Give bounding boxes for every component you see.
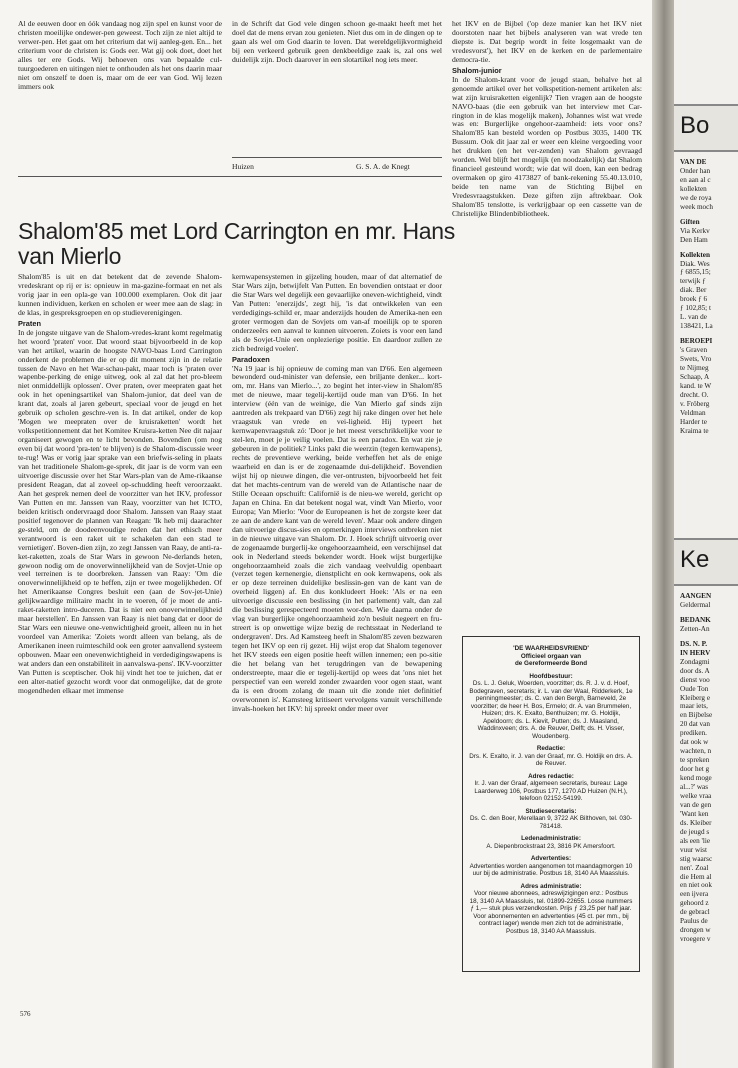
right-text-line: 138421, La: [680, 322, 713, 331]
right-text-line: dienst voo: [680, 675, 710, 684]
right-text-line: dat ook w: [680, 738, 709, 747]
previous-article-text-1: Al de eeuwen door en óók vandaag nog zijn spel en kunst voor de christen moeilijke ondewer-pen geweest. Toch zijn ze niet altijd te verwer-pen. Het gaat om het criterium dat wij aanleg-gen. En... het criterium voor de christen is: Gods eer. Wat gij ook doet, doet het alles ter ere Gods. Wij behoeven ons van bepaalde cul-tuurgoederen en uitingen niet te onthouden als het ons daarin maar niet om onszelf te doen is, maar om de eer van God. Wij lezen immers ook: [18, 20, 222, 91]
right-text-line: Geldermal: [680, 600, 711, 609]
page-number: 576: [20, 1010, 31, 1018]
right-text-line: Diak. Wes: [680, 259, 710, 268]
right-text-line: Zondagmi: [680, 657, 710, 666]
right-text-line: Veldman: [680, 408, 706, 417]
right-text-line: Onder han: [680, 166, 711, 175]
right-text-line: Oude Ton: [680, 684, 709, 693]
colophon-studiesecretaris: Ds. C. den Boer, Merellaan 9, 3722 AK Bilthoven, tel. 030-781418.: [469, 815, 633, 830]
right-text-line: Kleiberg e: [680, 693, 711, 702]
subheading-shalom-junior: Shalom-junior: [452, 65, 502, 75]
article-paradoxen-text: 'Na 19 jaar is hij opnieuw de coming man van D'66. Een algemeen bewonderd oud-minister van defensie, een briljante denker... kort-om, mr. Hans van Mierlo...', zo begint het inter-view in Shalom'85 met de nieuwe, maar tegelij-kertijd oude man van D'66. In het interview (één van de weinige, die Van Mierlo gaf sinds zijn aantreden als trekpaard van D'66) zegt hij rake dingen over het hele vraagstuk van vrede en vei-ligheid. Hij typeert het kernwapenvraagstuk zó: 'Door je het meest verschrikkelijke voor te stel-len, moet je je veilig voelen. Dat is een paradox. En wat zie je gebeuren in de politiek? Links pakt die weerzin (tegen kernwapens), rechts de preventieve werking, beide verheffen het als de enige waarheid en dan is er de zogenaamde dui-delijkheid'. Bovendien wijst hij op nieuwe dingen, die ver-ontrusten, bijvoorbeeld het feit dat het machts-centrum van de wereld van de Atlantische naar de Stille Oceaan opschuift: Californië is de nieu-we wereld, gericht op Japan en China. En dat betekent nogal wat, vindt Van Mierlo, voor Europa; Van Mierlo: 'Voor de Europeanen is het de zorgste keer dat ze aan de andere kant van de wereld leven'. Maar ook andere dingen dan uitvoerige discus-sies en opmerkingen interviews ontbreken niet in de nieuwe uitgave van Shalom. Dr. J. Hoek schrijft uitvoerig over de zogenaamde burgerlij-ke ongehoorzaamheid, een verschijnsel dat ook in Nederland steeds bekender wordt. Hoek wijst burgerlijke ongehoorzaamheid zoals die zich vandaag veelvuldig openbaart (verzet tegen kernenergie, dienstplicht en ook kernwapens, ook als er op deze terreinen duidelijke beslissin-gen van de kant van de overheid liggen) af. En dus konkludeert Hoek: 'Als er na een uitvoerige discussie een beslissing (in het parlement) valt, dan zal die beslissing gerespecteerd moeten wor-den. Wie daarna onder de vlag van burgerlijke ongehoorzaamheid zo'n besluit negeert en fru-streert is op onwettige wijze bezig de rechtsstaat in Nederland te ondergraven'. Drs. Ad Kamsteeg heeft in Shalom'85 zeven bezwaren tegen het IKV op een rij gezet. Hij wijst erop dat Shalom tegenover het IKV steeds een eigen positie heeft willen innemen; een po-sitie die het belang van het terugdringen van de bewapening onderstreepte, maar die er tegelij-kertijd op wees dat 'ons niet het perspectief van een wereld zonder zwaarden voor ogen staat, want da is een droom zolang de maan uit die zonde niet definitief overwonnen is'. Kamsteeg kritiseert vervolgens vanuit verschillende invals-hoeken het IKV: hij spreekt onder meer over: [232, 363, 442, 713]
right-label-kollekten: Kollekten: [680, 250, 710, 259]
right-text-line: nen'. Zoal: [680, 863, 709, 872]
colophon-subtitle-2: de Gereformeerde Bond: [514, 660, 588, 667]
signature-rule: [232, 157, 442, 158]
right-text-line: die Hem al: [680, 872, 712, 881]
right-text-line: prediken.: [680, 729, 707, 738]
right-text-line: 'Want ken: [680, 809, 709, 818]
book-gutter: [652, 0, 674, 1068]
colophon-box: [462, 636, 640, 972]
right-text-line: 20 dat van: [680, 720, 710, 729]
article-headline: Shalom'85 met Lord Carrington en mr. Hans van Mierlo: [18, 218, 455, 269]
colophon-heading-redactie: Redactie:: [536, 745, 566, 752]
subheading-praten: Praten: [18, 318, 42, 328]
right-text-line: Schaap, A: [680, 372, 710, 381]
right-text-line: kollekten: [680, 184, 707, 193]
right-text-line: v. Fröberg: [680, 399, 710, 408]
article-column-1: [18, 273, 222, 1001]
right-text-line: terwijk ƒ: [680, 277, 706, 286]
colophon-title: 'DE WAARHEIDSVRIEND': [513, 645, 589, 652]
right-heading-1: Bo: [680, 112, 710, 139]
colophon-ledenadministratie: A. Diepenbrockstraat 23, 3816 PK Amersfoort.: [486, 842, 616, 850]
right-text-line: ƒ 6855,15;: [680, 268, 711, 277]
signature-place: Huizen: [232, 162, 254, 171]
right-text-line: een ijvera: [680, 890, 709, 899]
right-text-line: vroegere v: [680, 935, 711, 944]
right-text-line: drongen w: [680, 926, 711, 935]
colophon-adres: Ir. J. van der Graaf, algemeen secretaris, bureau: Lage Laarderweg 106, Postbus 177, 1270 AD Huizen (N.H.), telefoon 02152-54199.: [474, 780, 628, 802]
right-text-line: diak. Ber: [680, 286, 707, 295]
colophon-heading-bestuur: Hoofdbestuur:: [529, 672, 573, 680]
right-text-line: BEDANK: [680, 615, 711, 624]
right-text-line: AANGEN: [680, 592, 712, 600]
section-divider: [18, 176, 442, 177]
colophon-heading-ledenadministratie: Ledenadministratie:: [521, 835, 581, 842]
signature-author: G. S. A. de Knegt: [356, 162, 410, 171]
colophon-heading-advertenties: Advertenties:: [530, 855, 572, 862]
previous-article-column-1: [18, 20, 222, 165]
colophon-heading-administratie: Adres administratie:: [520, 882, 582, 890]
right-text-line: we de roya: [680, 193, 712, 202]
right-text-line: vuur wist: [680, 845, 707, 854]
article-column-2-text: kernwapensystemen in gijzeling houden, maar of dat alternatief de Star Wars zijn, betwijfelt Van Putten. En bovendien ontstaat er door die Star Wars wel degelijk een gevaarlijke oneven-wichtigheid, vindt Van Putten: 'enerzijds', zegt hij, 'is dat ontwikkelen van een verdedigings-schild er, maar anderzijds houden de Amerika-nen een groter vermogen dan de Sovjets om van-af moeilijk op te sporen onderzeeërs een aanval te kunnen uitvoeren. Zoiets is voor een land als de Sovjet-Unie een onplezierige positie. En daardoor zullen ze zich bedreigd voelen'.: [232, 273, 442, 353]
right-text-line: ds. Kleiber: [680, 818, 712, 827]
right-text-line: 's Graven: [680, 346, 708, 355]
right-text-line: week moch: [680, 202, 713, 211]
right-text-line: als een 'lie: [680, 836, 711, 845]
previous-article-column-3: [452, 20, 642, 380]
colophon-bestuur: Ds. L. J. Geluk, Woerden, voorzitter; ds. R. J. v. d. Hoef, Bodegraven, secretaris; ir. L. van der Waal, Ridderkerk, 1e penningmeester; ds. C. van den Bergh, Barneveld, 2e voorzitter; de heer H. Bos, Ermelo; dr. A. van Brummelen, Huizen; drs. K. Exalto, Benthuizen; mr. G. Holdijk, Apeldoorn; ds. L. Kievit, Putten; ds. J. Maasland, Waddinxveen; drs. A. de Reuver, Delft; ds. H. Visser, Woudenberg.: [469, 680, 633, 740]
subheading-paradoxen: Paradoxen: [232, 354, 270, 364]
right-text-line: Via Kerkv: [680, 226, 710, 235]
right-text-line: te Nijmeg: [680, 363, 709, 372]
right-text-line: broek ƒ 6: [680, 295, 708, 304]
colophon-heading-adres: Adres redactie:: [528, 772, 574, 780]
right-text-line: stig waarsc: [680, 854, 713, 863]
right-text-line: maar iets,: [680, 702, 708, 711]
colophon-advertenties: Advertenties worden aangenomen tot maandagmorgen 10 uur bij de administratie. Postbus 18, 3140 AA Maassluis.: [469, 862, 633, 877]
right-text-line: Harder te: [680, 417, 707, 426]
colophon-redactie: Drs. K. Exalto, ir. J. van der Graaf, mr. G. Holdijk en drs. A. de Reuver.: [469, 752, 633, 767]
article-praten-text: In de jongste uitgave van de Shalom-vredes-krant komt regelmatig het woord 'praten' voor. Dat woord staat bijvoorbeeld in de kop van het artikel, waarin de hoogste NAVO-baas Lord Carrington onderkent de problemen die er op dit moment zijn in de relatie tussen de Navo en het War-schau-pakt, maar toch is 'praten over wapenbe-perking de enige uitweg, ook al zal dat het pro-bleem niet onmiddellijk oplossen'. Over praten, over meepraten gaat het ook in het openingsartikel van Shalom-junior, dat deel van de krant dat, zoals al jaren gebeurt, speciaal voor de jeugd en het gebruik op scholen geschre-ven is. In dat artikel, onder de kop 'Mogen we meepraten over de kruisraketten' wordt het volkspetitionnement dat het Komitee Kruisra-ketten Nee dit najaar organiseert gewogen en te licht bevonden. Bovendien (om nog even bij dat woord 'pra-ten' te blijven) is de Shalom-discussie weer te-rug! Was er vorig jaar sprake van een briefwis-seling in plaats van het traditionele Shalom-ge-sprek, dit jaar is de vorm van een uitvoerige discussie over het Star Wars-plan van de Ame-rikaanse president Reagan, dat al zoveel op-schudding heeft veroorzaakt. Aan het gesprek nemen deel de voorzitter van het IKV, professor Van Putten en mr. Janssen van Raay, voorzitter van het ICTO, beiden kritisch ondervraagd door Shalom. Janssen van Raay staat positief tegenover de plannen van Reagan: 'Ik heb mij daarachter ge-steld, om de doodeenvoudige reden dat het ethisch meer verantwoord is een raket uit te schakelen dan een stad te vernietigen'. Boven-dien zijn, zo zegt Janssen van Raay, de anti-ra-ket-raketten, zoals de Star Wars in gewoon Ne-derlands heten, gewoon nodig om de onoverwinnelijkheid van de Sovjet-Unie op veel terreinen is te doorbreken. Janssen van Raay: 'Om die onoverwinnelijkheid op te heffen, zijn er twee mogelijkheden. Of het Amerikaanse Congres besluit een (aan de Sov-jet-Unie) gelijkwaardige militaire macht in te voeren, óf je moet de anti-raket-raketten intro-duceren. Dat is niet een onoverwinnelijkheid maar herstellen'. En Janssen van Raay is niet bang dat er door de Star Wars een nieuwe one-venwichtigheid groeit, alleen nu in het voordeel van Amerika: 'Zoiets wordt alleen van belang, als de Amerikanen ineen ruimteschild ook een groter aanvallend systeem opbouwen. Maar een onevenwichtigheid in verdedigingswapens is wat anders dan een onstabiliteit in aanvalswa-pens'. IKV-voorzitter Van Putten is sceptischer. Ook hij vindt het toe te juichen, dat er een alter-natief gezocht wordt voor dat onmogelijke, dat de grote mogendheden elkaar met immense: [18, 327, 222, 695]
shalom-junior-text: In de Shalom-krant voor de jeugd staan, behalve het al genoemde artikel over het volkspetition-nement artikelen als: wat zijn kruisraketten eigenlijk? Tien vragen aan de hoogste NAVO-baas (die een gebruik van het interview met Car-rington in de klas mogelijk maken), Johannes wist wat vrede was en: Burgerlijke ongehoor-zaamheid: iets voor ons? Shalom'85 kan besteld worden op Postbus 3035, 1400 TK Bussum. Ook dit jaar zal er weer een kleine vergoeding voor het drukken (en het ver-zenden) van Shalom gevraagd worden. Wel blijft het mogelijk (en noodzakelijk) dat Shalom financieel gesteund wordt; wie dat wil doen, kan een bedrag overmaken op giro 4173827 of bank-rekening 55.40.13.010, beide ten name van de Stichting Bijbel en Vredesvraagstukken. Deze giften zijn aftrekbaar. Ook Shalom'85 tenslotte, is verkrijgbaar op een cassette van de Christelijke Blindenbibliotheek.: [452, 74, 642, 219]
right-text-line: Kraima te: [680, 426, 709, 435]
right-text-line: wachten, n: [680, 747, 712, 756]
right-text-line: en Bijbelse: [680, 711, 713, 720]
right-text-line: DS. N. P.: [680, 639, 708, 648]
right-text-line: al...?' was: [680, 783, 709, 791]
right-text-line: Paulus de: [680, 917, 708, 926]
right-text-line: de gebracl: [680, 908, 710, 917]
right-text-line: ƒ 102,85; t: [680, 304, 711, 313]
right-text-line: en niet ook: [680, 881, 712, 890]
right-label-giften: Giften: [680, 217, 700, 226]
right-text-line: Den Ham: [680, 235, 708, 244]
previous-article-column-2: [232, 20, 442, 155]
right-text-line: kand. te W: [680, 381, 712, 390]
right-text-line: van de gen: [680, 800, 712, 809]
right-text-line: L. van de: [680, 313, 707, 322]
article-column-2: [232, 273, 442, 1001]
right-text-line: door ds. A: [680, 666, 710, 675]
right-text-line: Zetten-An: [680, 624, 710, 633]
right-text-line: VAN DE: [680, 158, 707, 166]
previous-article-text-3: het IKV en de Bijbel ('op deze manier kan het IKV niet doorstoten naar het bijbels analyseren van wat vrede ten diepste is. Dat begrip wordt in feite losgemaakt van de vredesvorst'), het IKV en de kerken en de parlementaire democra-tie.: [452, 20, 642, 64]
previous-article-text-2: in de Schrift dat God vele dingen schoon ge-maakt heeft met het doel dat de mens ervan zou genieten. Niet dus om in de dingen op te gaan als wel om God daarin te loven. Dat wereldgelijkvormigheid bij een verkeerd gebruik geen denkbeeldige zaak is, zal ons wel duidelijk zijn. Doch daarover in een slotartikel nog iets meer.: [232, 20, 442, 64]
right-text-line: te spreken: [680, 756, 710, 765]
colophon-subtitle-1: Officieel orgaan van: [520, 652, 582, 660]
right-text-line: door het g: [680, 765, 710, 774]
right-heading-2: Ke: [680, 546, 710, 573]
right-text-line: gehoord z: [680, 899, 709, 908]
right-text-line: IN HERV: [680, 648, 711, 657]
right-label-beroep: BEROEPI: [680, 337, 713, 346]
colophon-administratie: Voor nieuwe abonnees, adreswijzigingen enz.: Postbus 18, 3140 AA Maassluis, tel. 01899-22655. Losse nummers ƒ 1,— stuk plus verzendkosten. Prijs ƒ 23,25 per half jaar. Voor abonnementen en advertenties (45 ct. per mm., bij contract lager) wende men zich tot de administratie, Postbus 18, 3140 AA Maassluis.: [469, 890, 633, 935]
right-text-line: welke vraa: [680, 791, 712, 800]
right-text-line: de jeugd s: [680, 827, 710, 836]
article-intro: Shalom'85 is uit en dat betekent dat de zevende Shalom-vredeskrant op rij er is: opnieuw in ma-gazine-formaat en net als vorig jaar in een opla-ge van 100.000 exemplaren. Ook dit jaar kunnen individuen, kerken en scholen er weer mee aan de slag: in de klas, in gespreksgroepen en op studieverenigingen.: [18, 273, 222, 317]
right-page-fragment: [674, 0, 738, 1068]
right-text-line: drecht. O.: [680, 390, 709, 399]
right-text-line: kend moge: [680, 774, 712, 783]
right-text-line: en aan al c: [680, 175, 711, 184]
colophon-heading-studiesecretaris: Studiesecretaris:: [525, 807, 577, 815]
right-text-line: Swets, Vro: [680, 355, 712, 363]
